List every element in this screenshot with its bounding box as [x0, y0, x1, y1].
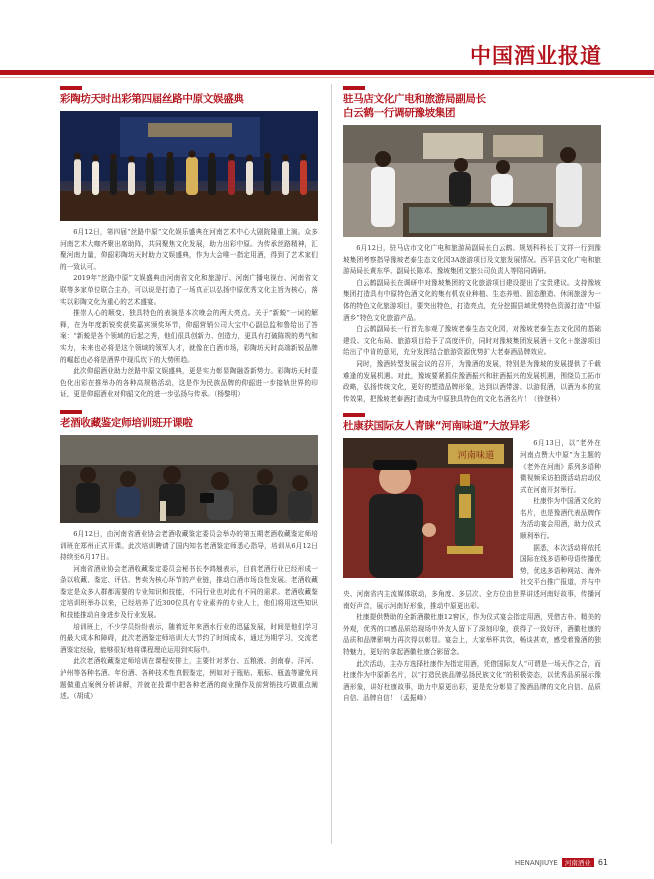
article-headline: 老酒收藏鉴定师培训班开课啦: [60, 416, 193, 429]
right-column: [343, 80, 601, 705]
article-paragraph: 杜康作为中国酒文化的名片，也是豫酒代表品牌作为活动宴会用酒，助力仪式顺利举行。: [520, 497, 601, 541]
article-paragraph: 河南省酒业协会老酒收藏鉴定委员会秘书长李鸿翘表示，目前老酒行业已经形成一条以收藏、鉴定、评估、售卖为核心环节的产业链，推动白酒市场良性发展。老酒收藏鉴定是众多人群都需要的专业知识和技能，不同行业也对此有不同的需求。老酒收藏鉴定培训班举办以来，已经培养了近300位具有专业素养的专业人士，他们将用这些知识和技能推动自身进步及行业发展。: [60, 564, 318, 620]
article-paragraph: 6月12日，驻马店市文化广电和旅游局副局长白云鹤、规划科科长丁文祥一行到豫坡集团考察指导豫坡老泰生态文化园3A旅游项目及文旅发展情况。西平县文化广电和旅游局局长黄东华、副局长陈邓、豫坡集团文旅公司负责人等陪同调研。: [343, 244, 601, 276]
article-headline: 彩陶坊天时出彩第四届丝路中原文娱盛典: [60, 93, 244, 105]
article-body: [343, 438, 601, 705]
article-paragraph: 此次老酒收藏鉴定师培训在课程安排上，主要针对茅台、五粮液、剑南春、洋河、泸州等各种名酒、年份酒、各种技术性真假鉴定，例如对于瓶贴、瓶标、瓶盖等避免问题做重点案例分析讲解，并就在投课中把各种老酒的商业操作及前营销技巧做重点阐述。（胡成）: [60, 657, 318, 701]
article-paragraph: 同时，豫酒转型发展会议的召开，为豫酒的发展，特别是为豫坡的发展提供了千载难逢的发展机遇。对此，豫坡要紧抓住豫酒振兴和驻酒振兴的发展机遇，围绕员工拓市政略，弘扬传统文化，更好的塑造品牌形象，达到以酒带游、以游促酒，以酒为本的宣传效果，把豫坡老泰酒打造成为中原独具特色的文化名酒名片！（徐登科）: [343, 359, 601, 403]
article-silk-road-gala: [60, 86, 318, 401]
headline-marker: [343, 86, 365, 90]
article-liquor-appraisal-training: [60, 410, 318, 703]
article-paragraph: 推崇人心的顺变、独具特色的表演是本次晚会的两大亮点。关于“新蜕”一词的解释，在为年度新锐奖获奖嘉宾颁奖环节，仰韶营销公司大宝中心副总监和鲁给出了答案：“新蜕是各个领域的后起之秀，他们很具创新力、创造力，更具有打破陈规的勇气和实力，未来也必将是这个领域的领军人才，就像在白酒市场，彩陶坊天时高端新锐品牌的崛起也必将是酒界中现瓜坎下的大势所趋。: [60, 309, 318, 364]
article-paragraph: 6月13日，以“老外在河南点赞大中原”为主题的《老外在河南》系列多语种微视频采访拍摄活动启动仪式在河南开封举行。: [520, 439, 601, 494]
column-divider: [331, 84, 332, 844]
article-headline: 杜康获国际友人青睐“河南味道”大放异彩: [343, 420, 530, 433]
article-paragraph: 6月12日，第四届“丝路中原”文化娱乐盛典在河南艺术中心大剧院隆重上演。众多河南艺术大咖齐聚出席助阵，共同聚焦文化发展，助力出彩中原。为传承丝路精神，汇聚河南力量，仰韶彩陶坊天时助力文娱盛典，作为大会唯一指定用酒，得到了艺术家们的一致认可。: [60, 228, 318, 271]
article-photo-exhibit-tour: [343, 125, 601, 237]
article-paragraph: 此次仰韶酒业助力丝路中原文娱盛典，更是实力彰显陶融香新势力。彩陶坊天时壹色化出彩在推举办的各种高规格活动，这是作为民族品牌的仰韶进一步接轨世界的印证，更是仰韶酒业对仰韶文化的进一步弘扬与传承。（杨黎明）: [60, 367, 318, 399]
masthead-rule-thin: [0, 77, 654, 78]
article-paragraph: 据悉，本次活动将依托国际在线多语种母语传播优势，优选多语种网站、海外社交平台推广报道，并与中央、河南省内主流媒体联动，多角度、多层次、全方位由世界讲述河南好故事，传播河南好声音，展示河南好形象，推动中原更出彩。: [343, 543, 601, 610]
article-headline-line: 驻马店文化广电和旅游局副局长: [343, 93, 486, 105]
article-body: [60, 529, 318, 703]
article-paragraph: 培训班上，不少学员纷纷表示，随着近年来酒水行业的迅猛发展，时间是他们学习的最大成本和障碍，此次老酒鉴定师培训大大节约了时间成本，通过为期学习，交流老酒鉴定经验，能够很好地将课程理论运用到实际中。: [60, 622, 318, 654]
article-body: [343, 243, 601, 405]
page-footer: [515, 858, 608, 867]
section-masthead-title: 中国酒业报道: [470, 44, 602, 68]
article-photo-stage: [60, 111, 318, 221]
headline-marker: [343, 413, 365, 417]
article-headline: [343, 92, 601, 120]
page-number: 61: [597, 858, 608, 867]
article-photo-bottle-holder: [343, 438, 513, 578]
left-column: [60, 80, 318, 703]
article-paragraph: 杜康提供赞助的全新酒徽杜康12窖区，作为仪式宴会指定用酒，凭借古朴、精美的外观，优秀的口感品质给现场中外友人留下了深刻印象，获得了一致好评，酒徽杜康的品质和品牌影响力再次得以彰显。宴会上，大家举杯共饮，畅谈甚欢，感受着豫酒的独特魅力，更好的拿起酒徽杜康合影留念。: [343, 613, 601, 656]
headline-marker: [60, 86, 82, 90]
article-paragraph: 此次活动，主办方选择杜康作为指定用酒，凭借国际友人“可谓是一场天作之合，而杜康作为中原新名片，以“打造民族品牌弘扬民族文化”的积极姿态，以优秀品质展示豫酒形象，讲好杜康故事，助力中原更出彩，更是充分彰显了豫酒品牌的文化自信、品质自信、品牌自信！（孟振峰）: [343, 659, 601, 703]
article-paragraph: 2019年“丝路中原”文娱盛典由河南省文化和旅游厅、河南广播电视台、河南省文联等多家单位联合主办，可以说是打造了一场真正以弘扬中原优秀文化主旨为核心，落实以彩陶文化为重心的艺术盛宴。: [60, 274, 318, 306]
headline-marker: [60, 410, 82, 414]
masthead-rule: [0, 70, 654, 75]
article-paragraph: 白云鹤副局长一行首先参观了豫坡老泰生态文化园，对豫坡老泰生态文化园的基础建设、文化布局、旅游项目给予了高度评价，同时对豫坡集团发展酒＋文化＋旅游项目给出了中肯的意见，充分发挥结合旅游资源优势扩大老泰酒品牌效应。: [343, 325, 601, 357]
photo-sign-text: 河南味道: [457, 451, 495, 462]
article-paragraph: 白云鹤副局长在调研中对豫坡集团的文化旅游项目建设提出了宝贵建议。支持豫坡集团打造具有中原特色酒文化的集有机农业种植、生态养殖、固态酿造、休闲旅游为一体的特色文化旅游项目，要突出特色，打造亮点，充分挖掘县域优势特色资源打造“中原酒乡”特色文化旅游产品。: [343, 278, 601, 322]
footer-magazine-badge: 河南酒业: [562, 858, 594, 867]
footer-magazine-name: HENANJIUYE: [514, 858, 558, 867]
article-yupo-visit: [343, 86, 601, 405]
article-paragraph: 6月12日，由河南省酒业协会老酒收藏鉴定委员会举办的第五期老酒收藏鉴定师培训班在郑州正式开课。此次培训聘请了国内知名老酒鉴定师悉心指导，培训从6月12日持续至6月17日。: [60, 529, 318, 562]
article-dukang-foreign-friends: [343, 413, 601, 705]
article-body: [60, 227, 318, 401]
article-photo-classroom: [60, 435, 318, 523]
article-headline-line: 白云鹤一行调研豫坡集团: [343, 107, 456, 119]
